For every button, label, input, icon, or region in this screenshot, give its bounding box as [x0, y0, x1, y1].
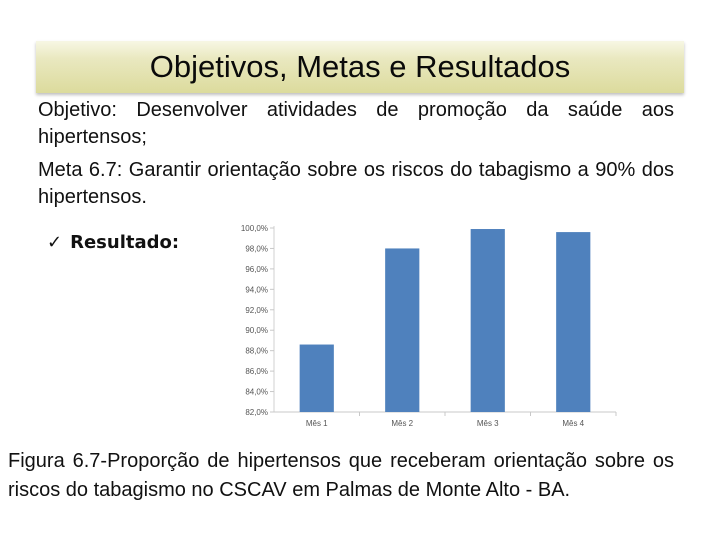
y-tick-label: 96,0%	[245, 264, 268, 274]
resultado-label: Resultado:	[70, 232, 180, 253]
bar	[556, 232, 590, 412]
x-tick-label: Mês 1	[305, 419, 328, 428]
meta-label: Meta 6.7:	[38, 159, 123, 181]
y-tick-label: 90,0%	[245, 326, 268, 336]
y-tick-label: 86,0%	[245, 367, 268, 377]
resultado-bullet	[47, 232, 179, 253]
meta-text: Garantir orientação sobre os riscos do tabagismo a 90% dos hipertensos.	[38, 159, 674, 208]
bar	[300, 345, 334, 412]
y-tick-label: 100,0%	[240, 224, 268, 233]
checkmark-icon: ✓	[47, 232, 63, 253]
page-title: Objetivos, Metas e Resultados	[149, 49, 571, 84]
x-tick-label: Mês 2	[391, 419, 414, 428]
y-tick-label: 98,0%	[245, 244, 268, 254]
y-tick-label: 84,0%	[245, 387, 268, 397]
y-tick-label: 92,0%	[245, 305, 268, 315]
y-tick-label: 88,0%	[245, 346, 268, 356]
y-tick-label: 82,0%	[245, 408, 268, 417]
objetivo-label: Objetivo:	[38, 99, 117, 121]
meta-paragraph	[38, 157, 674, 211]
x-tick-label: Mês 4	[562, 419, 585, 428]
bar-chart	[218, 216, 622, 442]
objetivo-text: Desenvolver atividades de promoção da saúde aos hipertensos;	[38, 99, 674, 148]
bar	[471, 229, 505, 412]
chart-svg	[218, 216, 622, 442]
figure-caption: Figura 6.7-Proporção de hipertensos que receberam orientação sobre os riscos do tabagismo no CSCAV em Palmas de Monte Alto - BA.	[8, 450, 674, 501]
bar	[385, 248, 419, 412]
title-band	[36, 41, 684, 93]
y-tick-label: 94,0%	[245, 285, 268, 295]
x-tick-label: Mês 3	[476, 419, 499, 428]
objetivo-paragraph	[38, 97, 674, 151]
